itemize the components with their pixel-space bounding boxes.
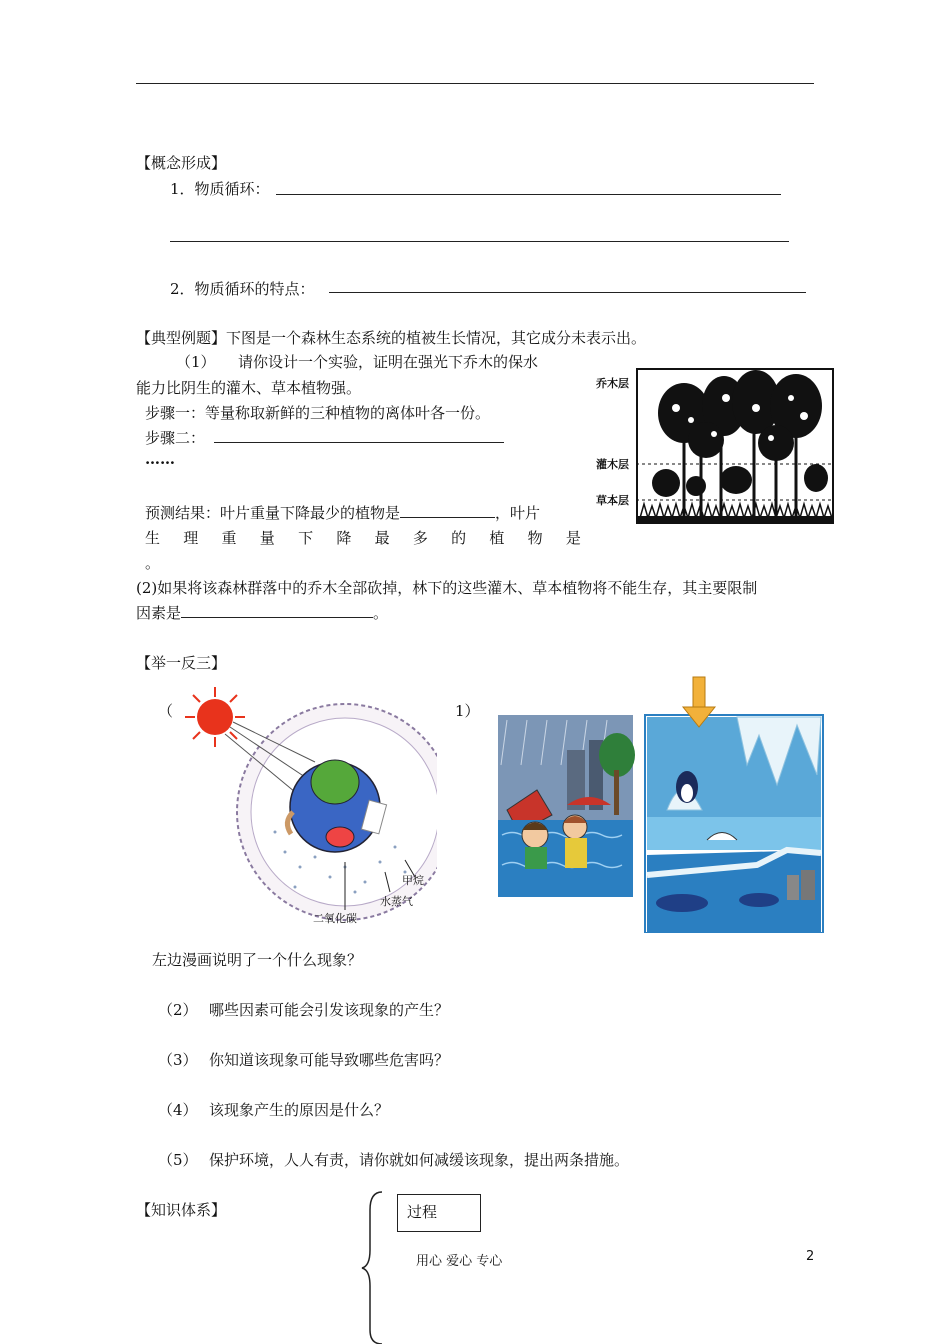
q1-text-a: 请你设计一个实验，证明在强光下乔木的保水 — [238, 353, 539, 371]
question-4-text: 该现象产生的原因是什么？ — [209, 1101, 390, 1119]
process-label: 过程 — [407, 1203, 438, 1221]
paren-close: 1） — [455, 702, 480, 720]
q1-text-b: 能力比阴生的灌木、草本植物强。 — [136, 379, 362, 397]
forest-layers-figure — [636, 368, 834, 524]
step-2: 步骤二： — [145, 429, 206, 447]
question-4-number: （4） — [158, 1101, 198, 1119]
concept-item-2: 2．物质循环的特点： — [170, 280, 315, 298]
label-water-vapor: 水蒸气 — [380, 895, 413, 908]
label-co2: 二氧化碳 — [313, 912, 357, 925]
prediction-blank-1[interactable] — [400, 503, 495, 518]
step-2-line[interactable] — [214, 442, 504, 443]
question-2-text: 哪些因素可能会引发该现象的产生？ — [209, 1001, 450, 1019]
footer-motto: 用心 爱心 专心 — [416, 1254, 503, 1269]
q2-blank[interactable] — [181, 603, 373, 618]
label-tree-layer: 乔木层 — [596, 377, 629, 390]
climate-effects-cartoon — [497, 675, 825, 933]
q1-number: （1） — [176, 353, 216, 371]
concept-heading: 【概念形成】 — [136, 154, 227, 172]
prediction-end: 。 — [145, 554, 161, 572]
label-herb-layer: 草本层 — [596, 494, 629, 507]
label-shrub-layer: 灌木层 — [596, 458, 629, 471]
question-2-number: （2） — [158, 1001, 198, 1019]
q2-text-b: 因素是 。 — [136, 604, 389, 622]
question-5-number: （5） — [158, 1151, 198, 1169]
question-3-text: 你知道该现象可能导致哪些危害吗？ — [209, 1051, 450, 1069]
ellipsis: …… — [145, 450, 175, 468]
question-3-number: （3） — [158, 1051, 198, 1069]
example-intro: 【典型例题】下图是一个森林生态系统的植被生长情况，其它成分未表示出。 — [136, 329, 647, 347]
q2-text-a: (2)如果将该森林群落中的乔木全部砍掉，林下的这些灌木、草本植物将不能生存，其主要限制 — [136, 579, 758, 597]
question-intro: 左边漫画说明了一个什么现象？ — [152, 951, 363, 969]
brace — [360, 1190, 390, 1344]
prediction-a: 预测结果：叶片重量下降最少的植物是 ，叶片 — [145, 504, 541, 522]
paren-open: （ — [158, 702, 174, 720]
answer-line-2[interactable] — [170, 241, 789, 242]
greenhouse-cartoon — [175, 682, 437, 926]
header-rule — [136, 83, 814, 84]
question-5-text: 保护环境，人人有责，请你就如何减缓该现象，提出两条措施。 — [209, 1151, 630, 1169]
prediction-c-row: 生 理 重 量 下 降 最 多 的 植 物 是 — [145, 529, 581, 547]
step-1: 步骤一：等量称取新鲜的三种植物的离体叶各一份。 — [145, 404, 491, 422]
knowledge-heading: 【知识体系】 — [136, 1201, 227, 1219]
concept-item-1: 1．物质循环： — [170, 180, 270, 198]
extension-heading: 【举一反三】 — [136, 654, 227, 672]
label-methane: 甲烷 — [402, 874, 424, 887]
answer-line-1[interactable] — [276, 194, 781, 195]
page-number: 2 — [806, 1249, 815, 1264]
answer-line-3[interactable] — [329, 292, 806, 293]
